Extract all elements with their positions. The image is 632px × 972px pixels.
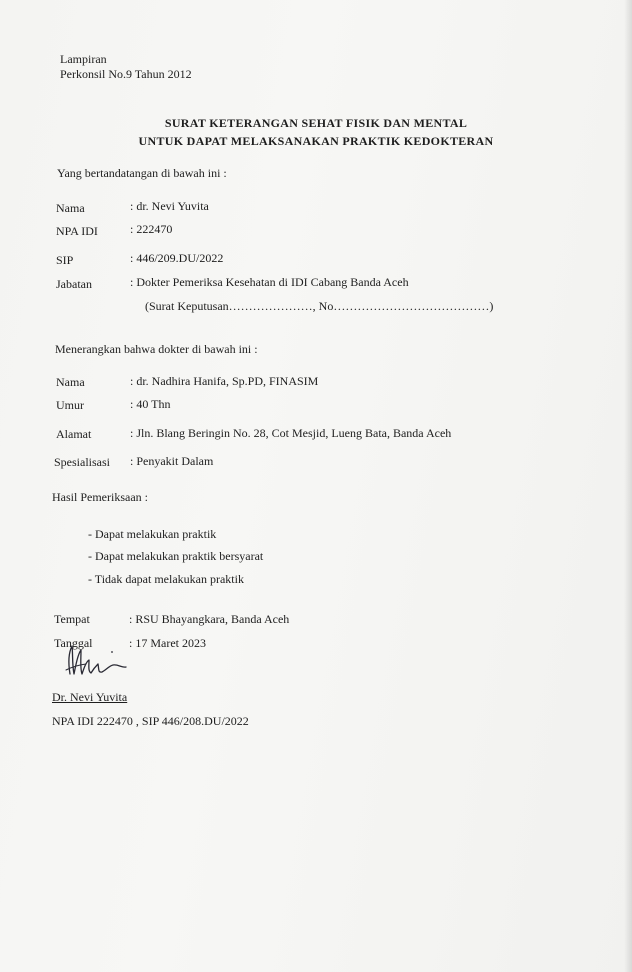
attachment-label: Lampiran (60, 52, 107, 66)
signatory-name-value: : dr. Nevi Yuvita (130, 199, 209, 213)
subject-address-value: : Jln. Blang Beringin No. 28, Cot Mesjid, Lueng Bata, Banda Aceh (130, 426, 452, 440)
signatory-npa-value: : 222470 (130, 222, 173, 236)
signatory-npa-label: NPA IDI (56, 224, 98, 238)
subject-age-value: : 40 Thn (130, 397, 171, 411)
handwritten-signature (58, 640, 132, 682)
subject-age-label: Umur (56, 398, 84, 412)
place-label: Tempat (54, 612, 90, 626)
signer-ids: NPA IDI 222470 , SIP 446/208.DU/2022 (52, 714, 249, 728)
subject-name-label: Nama (56, 375, 85, 389)
regulation-reference: Perkonsil No.9 Tahun 2012 (60, 67, 192, 81)
signatory-name-label: Nama (56, 201, 85, 215)
signatory-intro: Yang bertandatangan di bawah ini : (57, 166, 227, 180)
subject-specialty-value: : Penyakit Dalam (130, 454, 214, 468)
signatory-decree: (Surat Keputusan…………………, No…………………………………) (145, 299, 494, 313)
signatory-sip-value: : 446/209.DU/2022 (130, 251, 224, 265)
result-option: - Dapat melakukan praktik bersyarat (88, 549, 264, 563)
date-label: Tanggal (54, 636, 93, 650)
document-title-line-1: SURAT KETERANGAN SEHAT FISIK DAN MENTAL (164, 116, 468, 130)
result-option: - Dapat melakukan praktik (88, 527, 217, 541)
signatory-sip-label: SIP (56, 253, 74, 267)
subject-intro: Menerangkan bahwa dokter di bawah ini : (55, 342, 258, 356)
subject-address-label: Alamat (56, 427, 92, 441)
subject-specialty-label: Spesialisasi (54, 455, 110, 469)
result-option: - Tidak dapat melakukan praktik (88, 572, 244, 586)
signer-name: Dr. Nevi Yuvita (52, 690, 128, 704)
document-title-line-2: UNTUK DAPAT MELAKSANAKAN PRAKTIK KEDOKTERAN (138, 134, 494, 148)
signatory-position-value: : Dokter Pemeriksa Kesehatan di IDI Cabang Banda Aceh (130, 275, 409, 289)
signatory-position-label: Jabatan (56, 277, 92, 291)
subject-name-value: : dr. Nadhira Hanifa, Sp.PD, FINASIM (130, 374, 319, 388)
results-heading: Hasil Pemeriksaan : (52, 490, 148, 504)
place-value: : RSU Bhayangkara, Banda Aceh (129, 612, 290, 626)
date-value: : 17 Maret 2023 (129, 636, 206, 650)
